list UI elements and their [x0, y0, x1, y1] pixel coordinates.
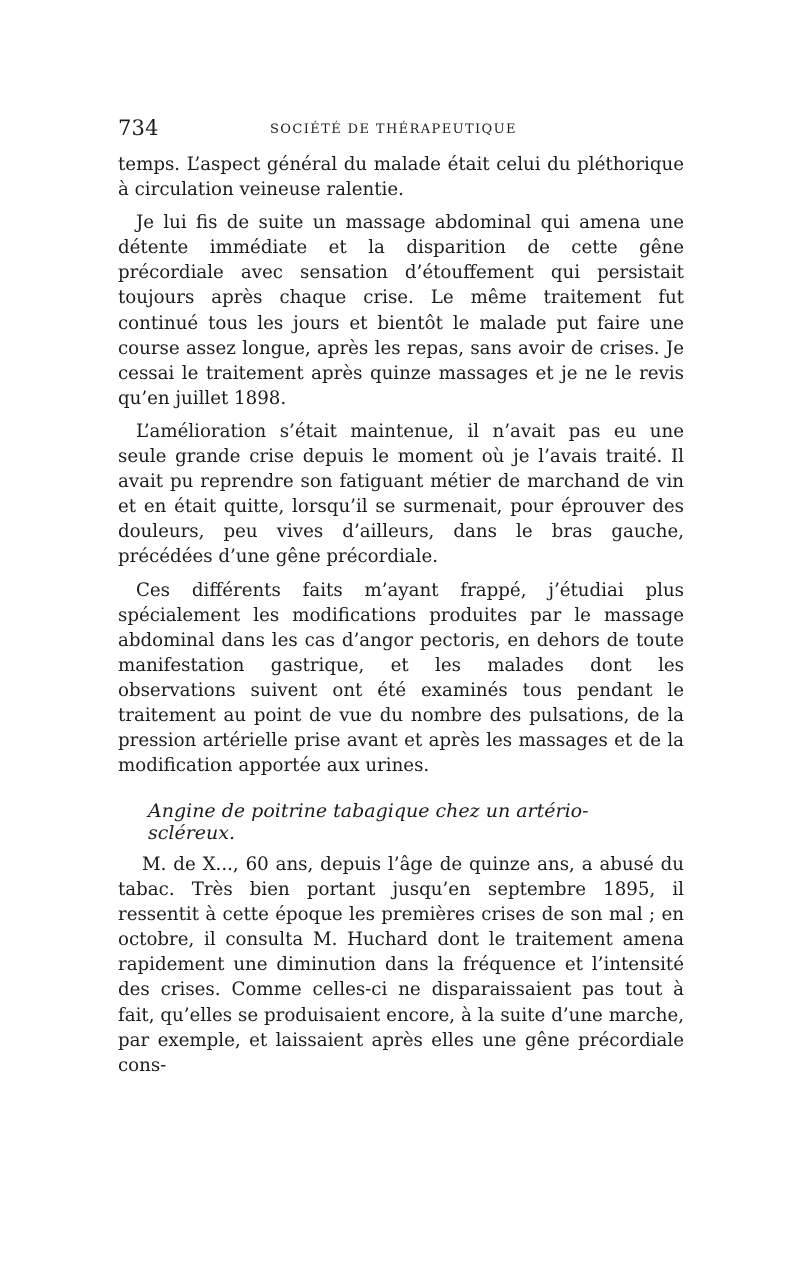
paragraph-2: Je lui fis de suite un massage abdominal qui amena une détente immédiate et la disparition de cette gêne précordiale avec sensation d’étouffement qui persistait toujours après chaque crise. Le même traitement fut continué tous les jours et bientôt le malade put faire une course assez longue, après les repas, sans avoir de crises. Je cessai le traitement après quinze massages et je ne le revis qu’en juillet 1898. — [118, 212, 684, 409]
paragraph-1: temps. L’aspect général du malade était celui du pléthorique à circulation veineuse ralentie. — [118, 154, 684, 201]
page-header — [118, 116, 688, 144]
body-text — [118, 152, 684, 778]
paragraph-3: L’amélioration s’était maintenue, il n’avait pas eu une seule grande crise depuis le moment où je l’avais traité. Il avait pu reprendre son fatiguant métier de marchand de vin et en était quitte, lorsqu’il se surmenait, pour éprouver des douleurs, peu vives d’ailleurs, dans le bras gauche, précédées d’une gêne précordiale. — [118, 420, 684, 568]
running-title: SOCIÉTÉ DE THÉRAPEUTIQUE — [270, 122, 517, 137]
observation-paragraph: M. de X..., 60 ans, depuis l’âge de quinze ans, a abusé du tabac. Très bien portant jusqu’en septembre 1895, il ressentit à cette époque les premières crises de son mal ; en octobre, il consulta M. Huchard dont le traitement amena rapidement une diminution dans la fréquence et l’intensité des crises. Comme celles-ci ne disparaissaient pas tout à fait, qu’elles se produisaient encore, à la suite d’une marche, par exemple, et laissaient après elles une gêne précordiale cons- — [118, 854, 684, 1076]
page-number: 734 — [118, 116, 159, 140]
paragraph-4: Ces différents faits m’ayant frappé, j’étudiai plus spécialement les modifications produites par le massage abdominal dans les cas d’angor pectoris, en dehors de toute manifestation gastrique, et les malades dont les observations suivent ont été examinés tous pendant le traitement au point de vue du nombre des pulsations, de la pression artérielle prise avant et après les massages et de la modification apportée aux urines. — [118, 579, 684, 777]
section-heading: Angine de poitrine tabagique chez un artério-scléreux. — [148, 800, 589, 844]
observation-text — [118, 852, 684, 1078]
